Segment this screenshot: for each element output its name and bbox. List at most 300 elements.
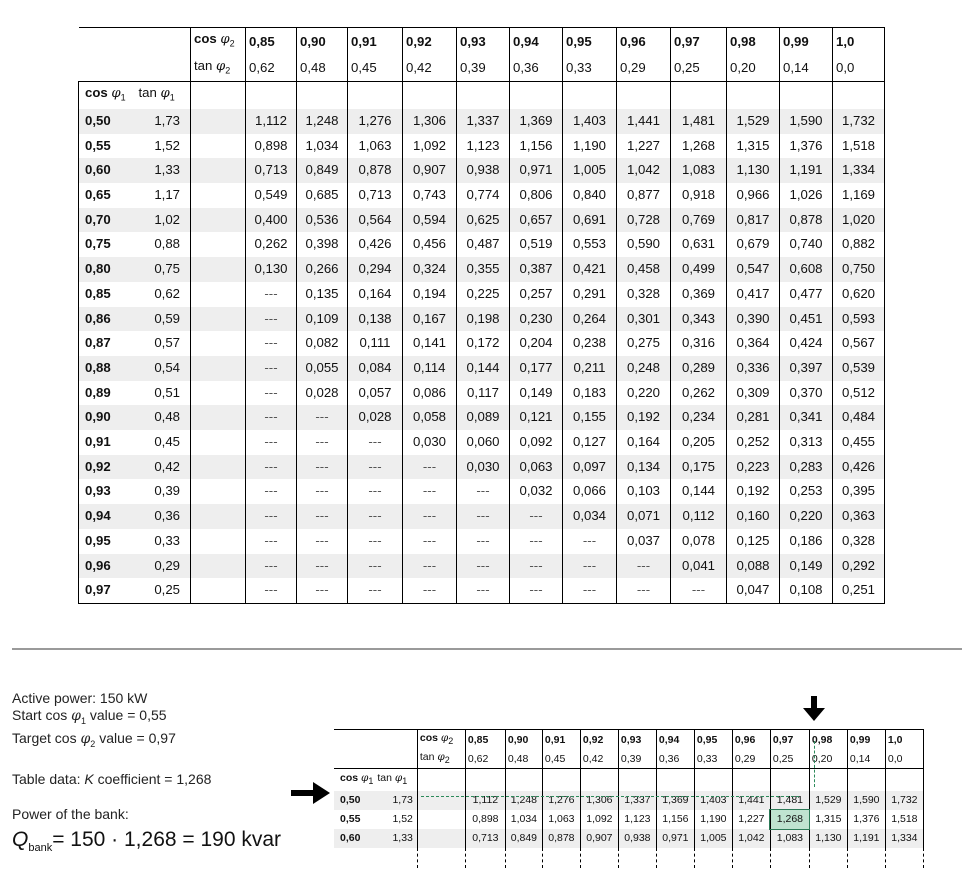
empty-cell bbox=[727, 82, 780, 109]
spacer-cell bbox=[191, 356, 246, 381]
empty-cell bbox=[618, 848, 656, 868]
spacer-cell bbox=[191, 208, 246, 233]
spacer-cell bbox=[191, 479, 246, 504]
empty-cell bbox=[885, 848, 923, 868]
spacer-cell bbox=[191, 158, 246, 183]
k-value: 1,227 bbox=[617, 134, 671, 159]
k-value: 1,034 bbox=[297, 134, 348, 159]
k-value: 0,141 bbox=[403, 331, 457, 356]
k-value: --- bbox=[348, 479, 403, 504]
k-value: 0,204 bbox=[510, 331, 563, 356]
spacer-cell bbox=[191, 257, 246, 282]
k-value: 0,198 bbox=[457, 307, 510, 332]
empty-cell bbox=[656, 769, 694, 792]
k-value: 0,103 bbox=[617, 479, 671, 504]
k-value: 0,130 bbox=[246, 257, 297, 282]
cos2-header: $\cos \varphi_2$ bbox=[417, 730, 465, 750]
k-coefficient-table bbox=[78, 27, 885, 604]
k-value: 1,518 bbox=[833, 134, 885, 159]
column-guide-line bbox=[814, 741, 815, 787]
k-value: 0,175 bbox=[671, 455, 727, 480]
row-tan1: 1,52 bbox=[154, 137, 180, 153]
row-tan1: 1,73 bbox=[136, 109, 191, 134]
spacer-cell bbox=[191, 282, 246, 307]
tan2-value: 0,0 bbox=[833, 55, 885, 82]
empty-cell bbox=[465, 848, 505, 868]
tan2-value: 0,48 bbox=[505, 749, 542, 769]
tan2-value: 0,14 bbox=[780, 55, 833, 82]
k-value: 0,248 bbox=[617, 356, 671, 381]
row-cos1: 0,88 bbox=[79, 356, 136, 381]
empty-cell bbox=[246, 82, 297, 109]
k-value: 1,590 bbox=[847, 791, 885, 810]
row-tan1: 0,59 bbox=[136, 307, 191, 332]
k-value: --- bbox=[297, 430, 348, 455]
cos2-value: 0,90 bbox=[297, 28, 348, 55]
k-value: 1,441 bbox=[732, 791, 770, 810]
cos2-value: 0,91 bbox=[542, 730, 580, 750]
k-value: 1,026 bbox=[780, 183, 833, 208]
k-value: 0,539 bbox=[833, 356, 885, 381]
k-value: 0,355 bbox=[457, 257, 510, 282]
row-tan1: 0,33 bbox=[154, 532, 180, 548]
empty-cell bbox=[671, 82, 727, 109]
k-value: --- bbox=[246, 282, 297, 307]
tan1-header: $\tan \varphi_1$ bbox=[375, 769, 417, 792]
corner-cell bbox=[375, 749, 417, 769]
cos2-value: 0,93 bbox=[457, 28, 510, 55]
row-cos1: 0,55 bbox=[340, 813, 361, 826]
k-value: 0,728 bbox=[617, 208, 671, 233]
k-value: 0,907 bbox=[403, 158, 457, 183]
cos2-value: 0,97 bbox=[770, 730, 809, 750]
k-value: --- bbox=[510, 554, 563, 579]
row-tan1: 1,33 bbox=[136, 158, 191, 183]
k-value: 0,451 bbox=[780, 307, 833, 332]
tan2-value: 0,42 bbox=[403, 55, 457, 82]
spacer-cell bbox=[191, 554, 246, 579]
k-value: 0,266 bbox=[297, 257, 348, 282]
row-tan1: 0,48 bbox=[136, 405, 191, 430]
k-value: 0,186 bbox=[780, 529, 833, 554]
k-value: 0,878 bbox=[780, 208, 833, 233]
k-value: 0,211 bbox=[563, 356, 617, 381]
empty-cell bbox=[770, 848, 809, 868]
k-value: 0,608 bbox=[780, 257, 833, 282]
k-value: 0,685 bbox=[297, 183, 348, 208]
k-value: --- bbox=[348, 529, 403, 554]
k-value: 1,156 bbox=[656, 810, 694, 829]
k-value: 0,194 bbox=[403, 282, 457, 307]
empty-cell bbox=[505, 769, 542, 792]
table-row bbox=[79, 405, 885, 430]
k-value: --- bbox=[457, 529, 510, 554]
cos2-value: 0,93 bbox=[618, 730, 656, 750]
row-cos1: 0,96 bbox=[79, 554, 136, 579]
k-value: 0,057 bbox=[348, 381, 403, 406]
k-value: 0,177 bbox=[510, 356, 563, 381]
continuation-row bbox=[334, 848, 923, 868]
spacer-cell bbox=[191, 331, 246, 356]
k-value: 0,966 bbox=[727, 183, 780, 208]
k-value: 0,028 bbox=[348, 405, 403, 430]
k-value: 0,625 bbox=[457, 208, 510, 233]
k-value: --- bbox=[348, 455, 403, 480]
k-value: 1,518 bbox=[885, 810, 923, 829]
row-tan1: 0,36 bbox=[136, 504, 191, 529]
k-value: 0,220 bbox=[617, 381, 671, 406]
table-row bbox=[79, 183, 885, 208]
k-value: 1,169 bbox=[833, 183, 885, 208]
k-value: 0,426 bbox=[833, 455, 885, 480]
tan2-value: 0,29 bbox=[617, 55, 671, 82]
empty-cell bbox=[732, 769, 770, 792]
header-row-cos1 bbox=[79, 82, 885, 109]
empty-cell bbox=[505, 848, 542, 868]
k-value: 0,774 bbox=[457, 183, 510, 208]
header-row-cos1 bbox=[334, 769, 923, 792]
k-value: --- bbox=[348, 554, 403, 579]
k-value: 0,364 bbox=[727, 331, 780, 356]
k-value: 0,111 bbox=[348, 331, 403, 356]
corner-cell bbox=[136, 55, 191, 82]
k-value: 0,032 bbox=[510, 479, 563, 504]
tan2-value: 0,36 bbox=[510, 55, 563, 82]
k-value: 0,134 bbox=[617, 455, 671, 480]
k-value: 0,341 bbox=[780, 405, 833, 430]
k-value: 0,713 bbox=[246, 158, 297, 183]
k-value: 0,512 bbox=[833, 381, 885, 406]
k-value: 0,424 bbox=[780, 331, 833, 356]
k-value: 1,732 bbox=[833, 109, 885, 134]
k-value: 0,328 bbox=[617, 282, 671, 307]
k-value: --- bbox=[246, 554, 297, 579]
tan2-value: 0,36 bbox=[656, 749, 694, 769]
k-value: 0,487 bbox=[457, 232, 510, 257]
k-value: 1,190 bbox=[563, 134, 617, 159]
cos2-value: 0,94 bbox=[510, 28, 563, 55]
row-cos1: 0,80 bbox=[79, 257, 136, 282]
k-value: --- bbox=[403, 504, 457, 529]
k-value: 1,306 bbox=[580, 791, 618, 810]
k-value: --- bbox=[246, 479, 297, 504]
k-value: --- bbox=[403, 554, 457, 579]
header-row-tan2 bbox=[334, 749, 923, 769]
k-value: 0,071 bbox=[617, 504, 671, 529]
k-value: 0,316 bbox=[671, 331, 727, 356]
row-tan1: 0,62 bbox=[154, 285, 180, 301]
k-value: 0,125 bbox=[727, 529, 780, 554]
tan2-value: 0,20 bbox=[727, 55, 780, 82]
target-cos-line: Target $\cos \varphi_2$ value = 0,97 bbox=[12, 729, 176, 749]
k-value: 1,191 bbox=[780, 158, 833, 183]
k-value: 1,092 bbox=[580, 810, 618, 829]
tan2-value: 0,45 bbox=[348, 55, 403, 82]
k-value: 0,398 bbox=[297, 232, 348, 257]
k-value: --- bbox=[246, 307, 297, 332]
k-value: --- bbox=[403, 455, 457, 480]
row-tan1: 0,42 bbox=[136, 455, 191, 480]
k-value: 0,456 bbox=[403, 232, 457, 257]
k-value: --- bbox=[671, 578, 727, 603]
table-row bbox=[79, 307, 885, 332]
k-value: --- bbox=[563, 529, 617, 554]
spacer-cell bbox=[191, 183, 246, 208]
k-value: 0,336 bbox=[727, 356, 780, 381]
k-value: 0,343 bbox=[671, 307, 727, 332]
k-value: 0,251 bbox=[833, 578, 885, 603]
header-row-tan2 bbox=[79, 55, 885, 82]
k-value: --- bbox=[457, 504, 510, 529]
empty-cell bbox=[348, 82, 403, 109]
tan2-value: 0,48 bbox=[297, 55, 348, 82]
table-row bbox=[79, 529, 885, 554]
tan2-value: 0,20 bbox=[809, 749, 847, 769]
k-value: 0,225 bbox=[457, 282, 510, 307]
empty-cell bbox=[656, 848, 694, 868]
start-cos-line: Start $\cos \varphi_1$ value = 0,55 bbox=[12, 707, 167, 726]
k-value: 0,034 bbox=[563, 504, 617, 529]
row-cos1: 0,60 bbox=[334, 829, 375, 848]
worked-example bbox=[12, 690, 281, 857]
k-value: 0,740 bbox=[780, 232, 833, 257]
k-value: --- bbox=[457, 479, 510, 504]
k-value: 0,301 bbox=[617, 307, 671, 332]
k-value: --- bbox=[246, 331, 297, 356]
k-value: 1,529 bbox=[809, 791, 847, 810]
k-value: 0,252 bbox=[727, 430, 780, 455]
k-value: 0,058 bbox=[403, 405, 457, 430]
k-value: 1,248 bbox=[297, 109, 348, 134]
spacer-cell bbox=[417, 848, 465, 868]
k-value: 1,112 bbox=[465, 791, 505, 810]
table-row bbox=[79, 257, 885, 282]
k-value: 0,309 bbox=[727, 381, 780, 406]
k-value: 0,387 bbox=[510, 257, 563, 282]
row-tan1: 0,88 bbox=[154, 236, 180, 252]
k-value: 0,769 bbox=[671, 208, 727, 233]
table-row bbox=[334, 810, 923, 829]
tan2-value: 0,0 bbox=[885, 749, 923, 769]
row-cos1: 0,92 bbox=[79, 455, 136, 480]
k-value: 1,063 bbox=[348, 134, 403, 159]
k-value: --- bbox=[510, 578, 563, 603]
empty-cell bbox=[457, 82, 510, 109]
spacer-cell bbox=[191, 134, 246, 159]
row-tan1: 0,25 bbox=[136, 578, 191, 603]
k-value: 0,679 bbox=[727, 232, 780, 257]
k-value: 0,400 bbox=[246, 208, 297, 233]
k-value: 0,849 bbox=[297, 158, 348, 183]
k-value: 0,262 bbox=[246, 232, 297, 257]
k-value: 1,268 bbox=[770, 810, 809, 829]
k-coefficient-table-wrapper bbox=[78, 27, 885, 604]
row-cos1: 0,95 bbox=[79, 529, 136, 554]
k-value: 0,084 bbox=[348, 356, 403, 381]
k-value: 1,190 bbox=[694, 810, 732, 829]
k-value: 0,089 bbox=[457, 405, 510, 430]
table-row bbox=[79, 356, 885, 381]
k-value: 0,519 bbox=[510, 232, 563, 257]
k-value: 0,477 bbox=[780, 282, 833, 307]
k-value: --- bbox=[297, 554, 348, 579]
empty-cell bbox=[465, 769, 505, 792]
row-tan1: 1,02 bbox=[136, 208, 191, 233]
k-value: 0,047 bbox=[727, 578, 780, 603]
k-value: 0,238 bbox=[563, 331, 617, 356]
k-value: 1,337 bbox=[618, 791, 656, 810]
spacer-cell bbox=[191, 430, 246, 455]
table-data-line: Table data: K coefficient = 1,268 bbox=[12, 770, 212, 787]
corner-cell bbox=[375, 730, 417, 750]
k-value: --- bbox=[457, 578, 510, 603]
cos2-value: 0,97 bbox=[671, 28, 727, 55]
k-value: 0,155 bbox=[563, 405, 617, 430]
row-tan1: 0,57 bbox=[154, 335, 180, 351]
k-value: --- bbox=[297, 504, 348, 529]
k-value: 0,370 bbox=[780, 381, 833, 406]
spacer-cell bbox=[191, 82, 246, 109]
k-value: 1,005 bbox=[694, 829, 732, 848]
table-row bbox=[334, 791, 923, 810]
k-value: --- bbox=[246, 529, 297, 554]
arrow-right-icon bbox=[291, 781, 331, 810]
k-value: 0,631 bbox=[671, 232, 727, 257]
tan2-value: 0,62 bbox=[246, 55, 297, 82]
corner-cell bbox=[334, 749, 375, 769]
k-value: 0,294 bbox=[348, 257, 403, 282]
empty-cell bbox=[780, 82, 833, 109]
k-value: 1,020 bbox=[833, 208, 885, 233]
k-value: 0,082 bbox=[297, 331, 348, 356]
section-separator bbox=[12, 648, 962, 650]
k-value: 0,192 bbox=[727, 479, 780, 504]
k-value: 0,144 bbox=[671, 479, 727, 504]
table-row bbox=[79, 232, 885, 257]
tan2-value: 0,29 bbox=[732, 749, 770, 769]
k-value: --- bbox=[297, 578, 348, 603]
table-row bbox=[79, 430, 885, 455]
k-value: --- bbox=[403, 529, 457, 554]
row-cos1: 0,89 bbox=[79, 381, 136, 406]
k-value: 0,536 bbox=[297, 208, 348, 233]
k-value: 0,292 bbox=[833, 554, 885, 579]
k-value: 0,220 bbox=[780, 504, 833, 529]
k-value: --- bbox=[617, 554, 671, 579]
cos2-header: $\cos \varphi_2$ bbox=[191, 28, 246, 55]
row-cos1: 0,55 bbox=[79, 134, 136, 159]
k-value: 0,109 bbox=[297, 307, 348, 332]
cos2-value: 0,98 bbox=[809, 730, 847, 750]
k-value: 0,878 bbox=[542, 829, 580, 848]
k-value: 0,593 bbox=[833, 307, 885, 332]
k-value: --- bbox=[403, 578, 457, 603]
row-tan1: 0,39 bbox=[154, 483, 180, 499]
corner-cell bbox=[79, 55, 136, 82]
k-value: 0,164 bbox=[348, 282, 403, 307]
k-value: 1,337 bbox=[457, 109, 510, 134]
k-value: 0,363 bbox=[833, 504, 885, 529]
k-value: 0,138 bbox=[348, 307, 403, 332]
k-value: 0,458 bbox=[617, 257, 671, 282]
k-value: 0,590 bbox=[617, 232, 671, 257]
empty-cell bbox=[542, 848, 580, 868]
k-value: 1,403 bbox=[694, 791, 732, 810]
k-value: 1,123 bbox=[457, 134, 510, 159]
tan2-value: 0,39 bbox=[618, 749, 656, 769]
spacer-cell bbox=[191, 381, 246, 406]
cos2-value: 0,99 bbox=[847, 730, 885, 750]
row-cos1: 0,75 bbox=[79, 232, 136, 257]
k-value: 0,564 bbox=[348, 208, 403, 233]
k-value: --- bbox=[563, 578, 617, 603]
k-value: 0,097 bbox=[563, 455, 617, 480]
header-row-cos2 bbox=[79, 28, 885, 55]
k-value: 0,289 bbox=[671, 356, 727, 381]
empty-cell bbox=[403, 82, 457, 109]
k-value: 0,078 bbox=[671, 529, 727, 554]
tan2-value: 0,14 bbox=[847, 749, 885, 769]
k-value: --- bbox=[348, 578, 403, 603]
tan2-value: 0,42 bbox=[580, 749, 618, 769]
k-value: 1,315 bbox=[809, 810, 847, 829]
k-value: 0,028 bbox=[297, 381, 348, 406]
k-value: 0,205 bbox=[671, 430, 727, 455]
row-tan1: 1,33 bbox=[375, 829, 417, 848]
k-value: 0,907 bbox=[580, 829, 618, 848]
k-value: 0,030 bbox=[403, 430, 457, 455]
k-value: 0,149 bbox=[510, 381, 563, 406]
k-value: 0,066 bbox=[563, 479, 617, 504]
k-value: --- bbox=[297, 479, 348, 504]
row-cos1: 0,50 bbox=[79, 109, 136, 134]
k-value: 0,553 bbox=[563, 232, 617, 257]
k-value: 0,281 bbox=[727, 405, 780, 430]
k-value: 1,083 bbox=[671, 158, 727, 183]
row-tan1: 0,51 bbox=[154, 384, 180, 400]
k-value: 0,167 bbox=[403, 307, 457, 332]
row-cos1: 0,65 bbox=[79, 183, 136, 208]
example-table-wrapper bbox=[334, 729, 924, 868]
tan2-value: 0,39 bbox=[457, 55, 510, 82]
k-value: 0,817 bbox=[727, 208, 780, 233]
k-value: 0,657 bbox=[510, 208, 563, 233]
k-value: 0,172 bbox=[457, 331, 510, 356]
k-value: 0,750 bbox=[833, 257, 885, 282]
k-value: 1,590 bbox=[780, 109, 833, 134]
tan2-value: 0,25 bbox=[770, 749, 809, 769]
k-value: 1,042 bbox=[617, 158, 671, 183]
k-value: 1,130 bbox=[809, 829, 847, 848]
k-value: 0,971 bbox=[656, 829, 694, 848]
k-value: 1,529 bbox=[727, 109, 780, 134]
row-tan1: 0,75 bbox=[136, 257, 191, 282]
k-value: 0,849 bbox=[505, 829, 542, 848]
table-row bbox=[79, 109, 885, 134]
empty-cell bbox=[694, 769, 732, 792]
k-value: 0,713 bbox=[348, 183, 403, 208]
k-value: 0,938 bbox=[457, 158, 510, 183]
k-value: 0,421 bbox=[563, 257, 617, 282]
corner-cell bbox=[136, 28, 191, 55]
k-value: 0,547 bbox=[727, 257, 780, 282]
k-value: 0,877 bbox=[617, 183, 671, 208]
k-value: 0,898 bbox=[465, 810, 505, 829]
k-value: 0,264 bbox=[563, 307, 617, 332]
row-cos1: 0,90 bbox=[79, 405, 136, 430]
table-row bbox=[79, 381, 885, 406]
k-value: 1,481 bbox=[671, 109, 727, 134]
